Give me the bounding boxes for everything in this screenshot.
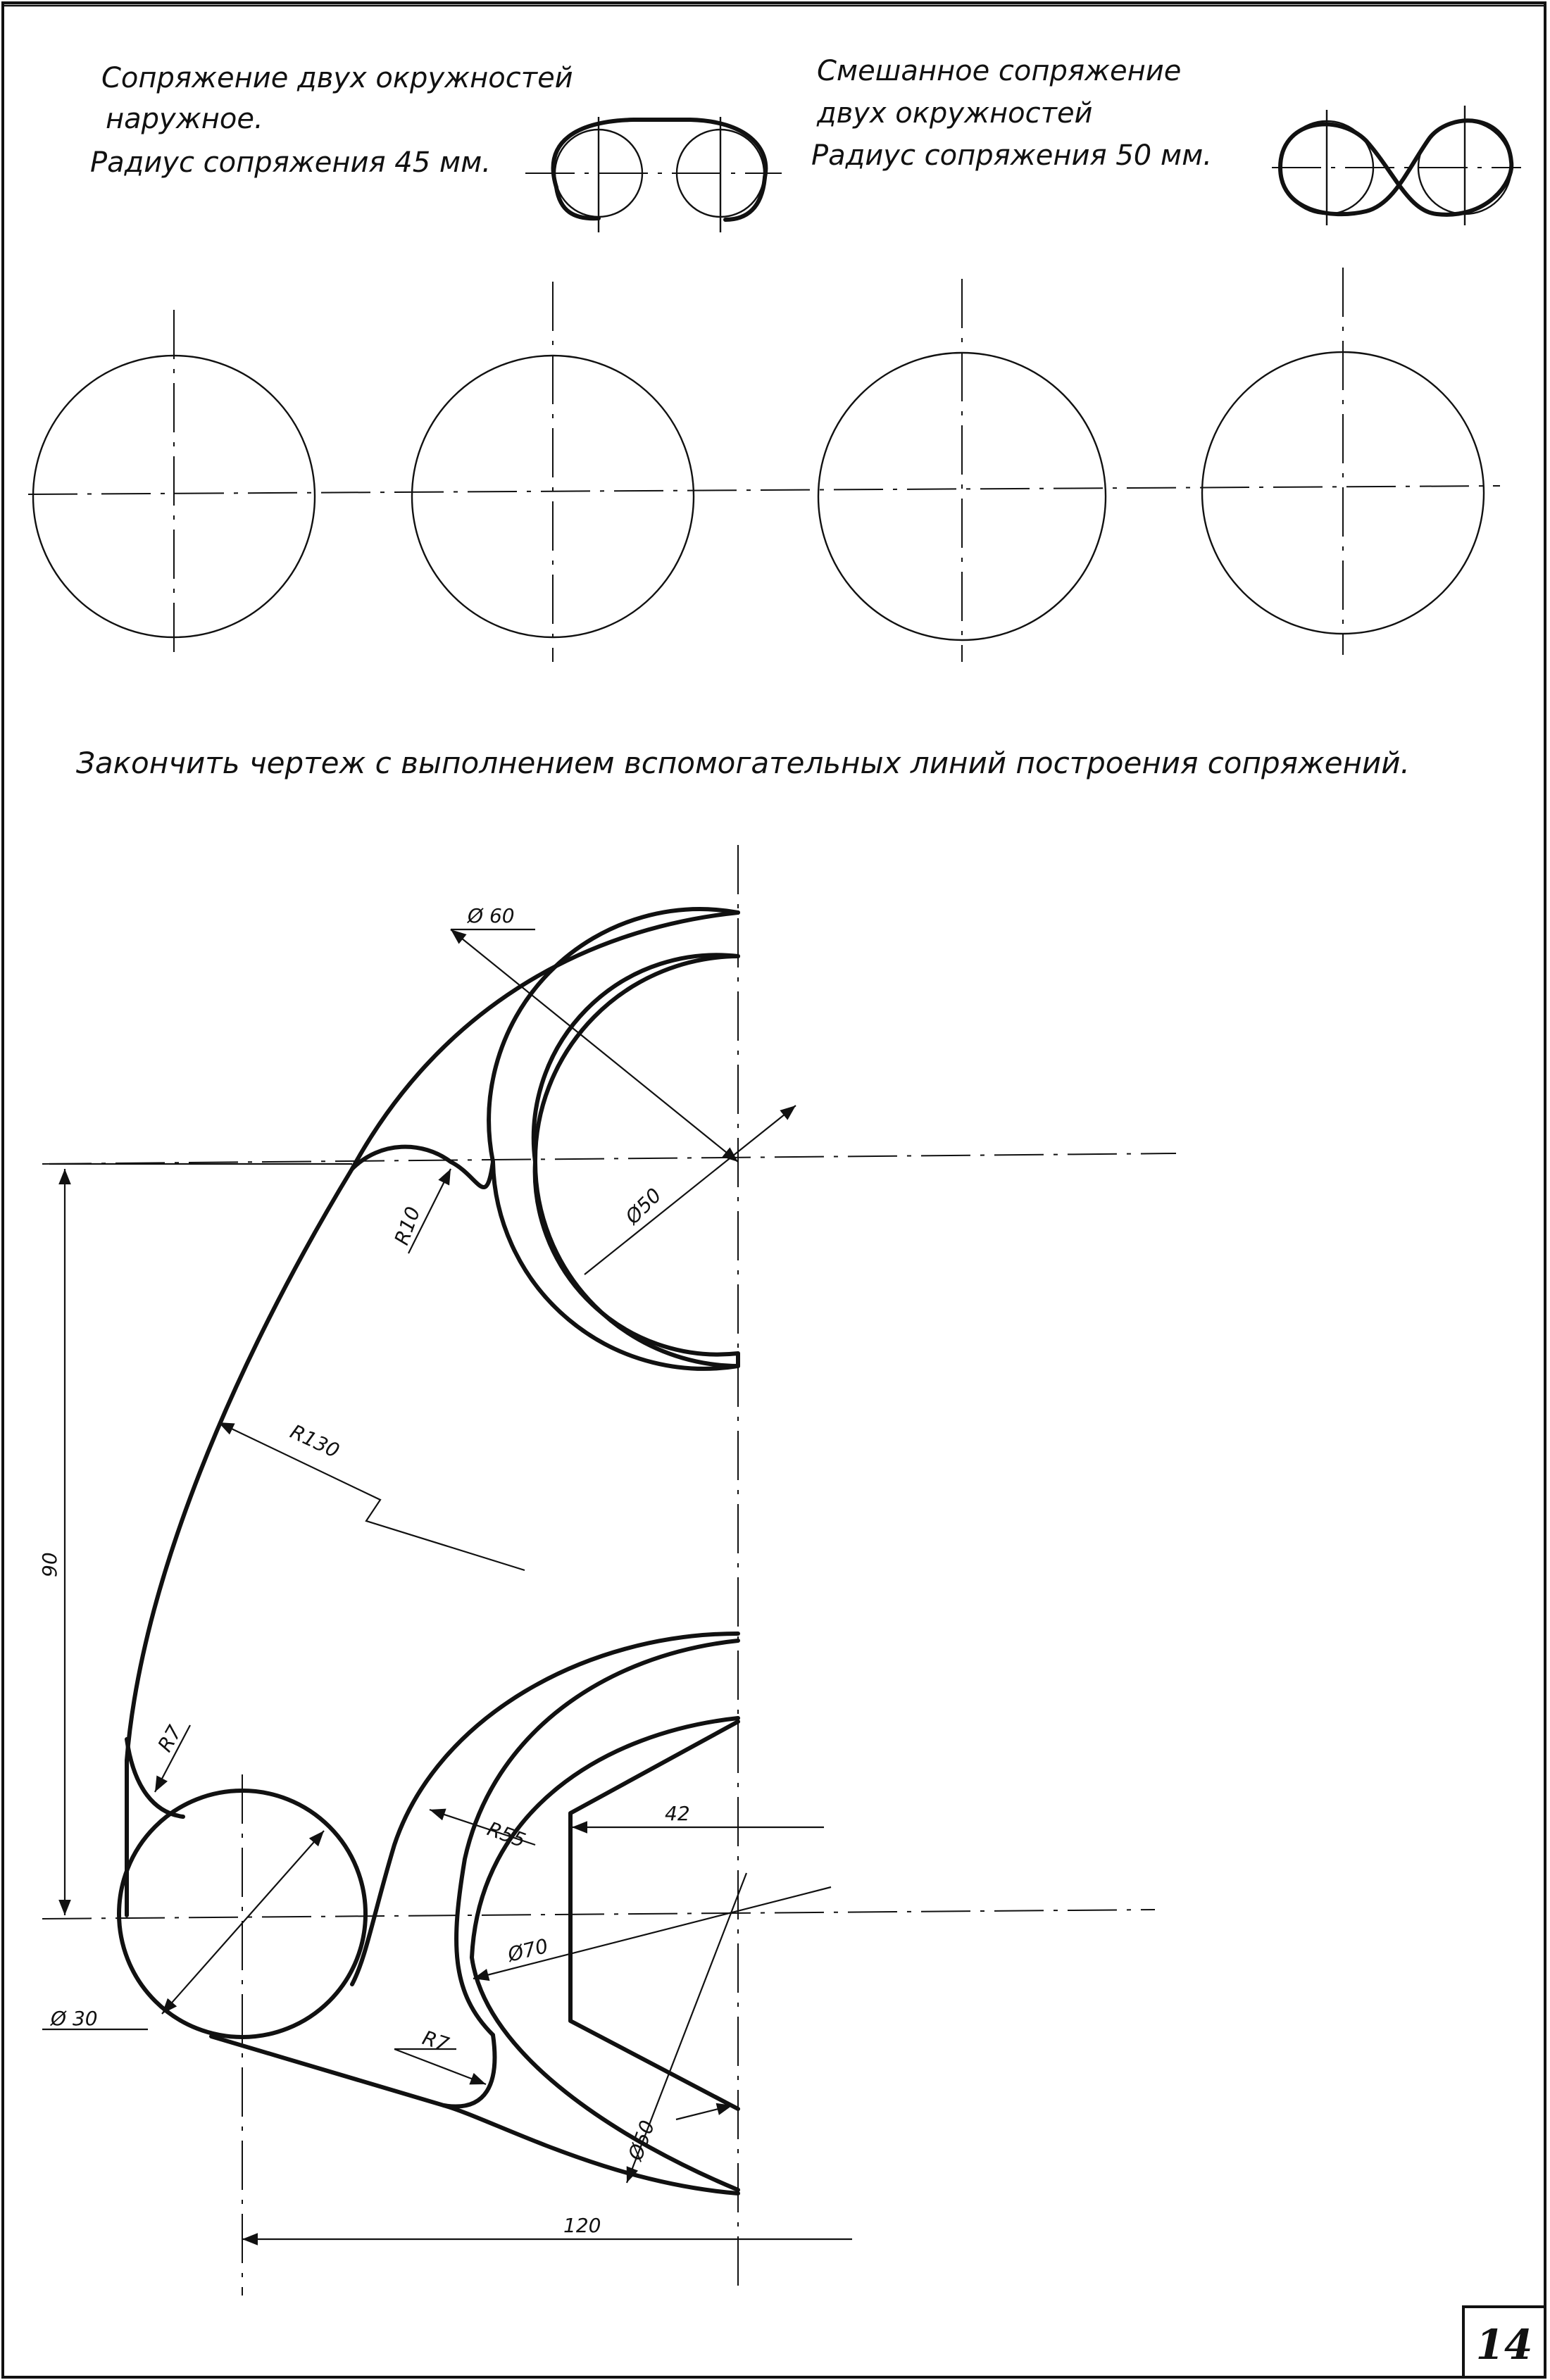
dim-120: 120 [563,2214,601,2237]
dim-r7-bottom: R7 [419,2026,452,2057]
dim-d50-bottom: Ø50 [623,2117,660,2164]
task2-text [811,55,1212,172]
dim-d50-top: Ø50 [620,1183,666,1229]
instruction-text: Закончить чертеж с выполнением вспомогательных линий построения сопряжений. [76,746,1410,780]
task1-example [525,117,782,232]
r10-fillet [352,1147,493,1187]
dim-90: 90 [38,1552,61,1577]
task2-line1: Смешанное сопряжение [817,55,1182,87]
dim-d70: Ø70 [505,1934,551,1967]
lower-horizontal-axis [42,1910,1155,1919]
task1-text [90,62,573,179]
r130-outer-arc [127,913,738,1915]
bottom-tangent [211,2036,738,2193]
dim-r130: R130 [287,1420,344,1463]
sheet-frame [3,3,1545,2377]
dim-d30: Ø 30 [51,2007,98,2030]
trapezoid-cutout [570,1722,738,2109]
page-number: 14 [1475,2321,1533,2369]
upper-outer-arc [489,909,738,1369]
upper-horizontal-axis [42,1153,1176,1164]
dim-d60: Ø 60 [468,904,515,927]
task1-line1: Сопряжение двух окружностей [101,62,573,94]
upper-inner-arc [535,956,738,1366]
task1-line3: Радиус сопряжения 45 мм. [90,146,491,179]
practice-circles [28,268,1500,662]
task2-line2: двух окружностей [817,97,1093,130]
dim-42: 42 [665,1802,690,1825]
task2-line3: Радиус сопряжения 50 мм. [811,139,1212,172]
dim-r55: R55 [484,1817,529,1853]
task1-line2: наружное. [106,103,263,135]
dim-r10: R10 [389,1203,425,1248]
dim-r7-left: R7 [153,1721,187,1756]
main-drawing [38,845,1176,2296]
task2-example [1272,106,1521,225]
